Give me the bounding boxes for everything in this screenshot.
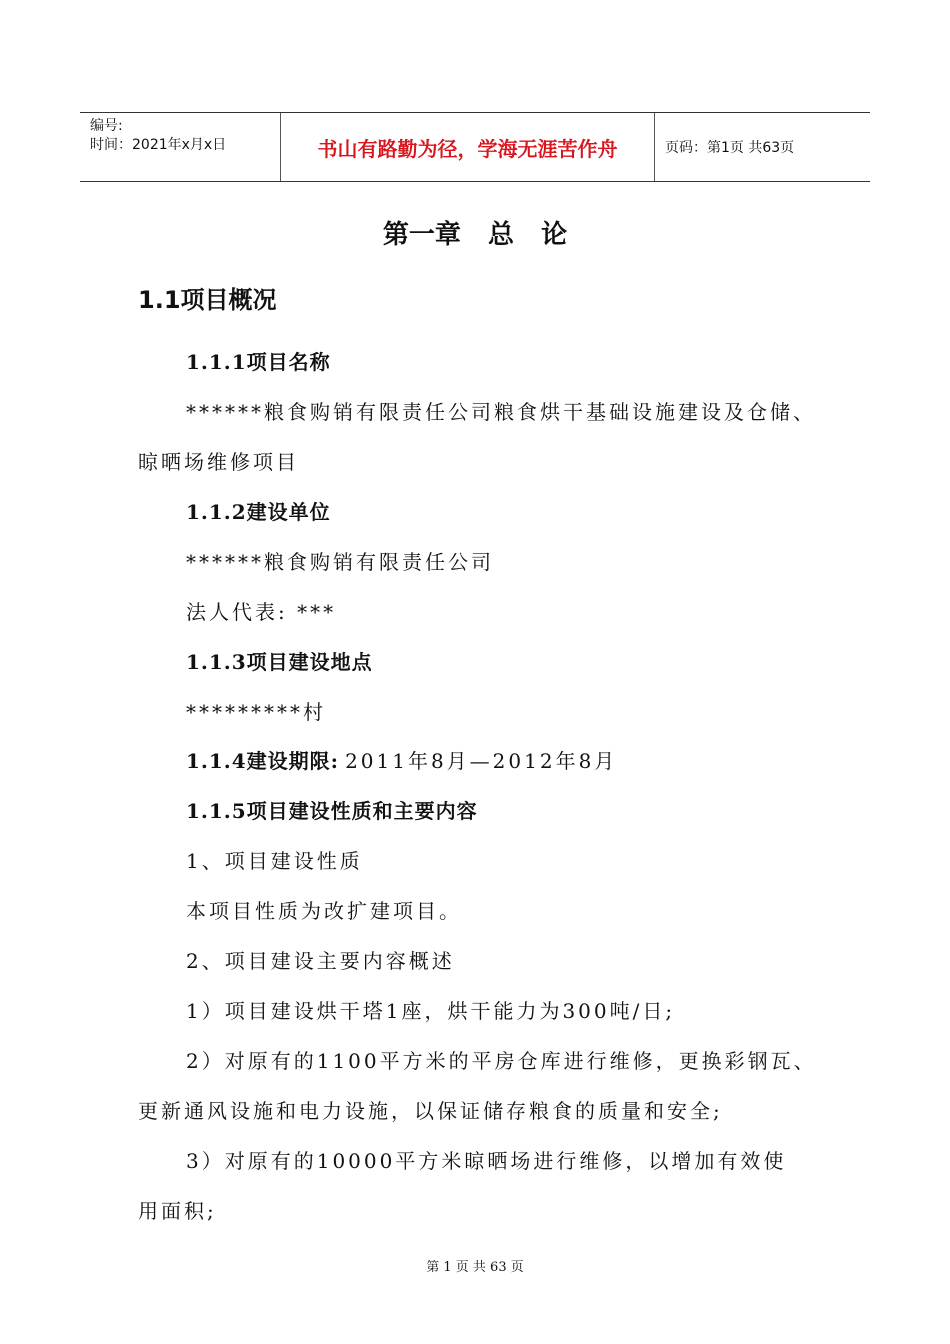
paragraph-line: 用面积; xyxy=(138,1199,217,1223)
subsection-heading: 1.1.5项目建设性质和主要内容 xyxy=(186,799,478,823)
subsection-heading: 1.1.3项目建设地点 xyxy=(186,650,373,674)
paragraph-line: 晾晒场维修项目 xyxy=(138,450,299,474)
paragraph-line: ******粮食购销有限责任公司粮食烘干基础设施建设及仓储、 xyxy=(186,400,816,424)
construction-period-line xyxy=(186,745,617,774)
document-time-label: 时间：2021年x月x日 xyxy=(90,137,227,153)
subsection-heading: 1.1.2建设单位 xyxy=(186,500,331,524)
paragraph-line: 3）对原有的10000平方米晾晒场进行维修，以增加有效使 xyxy=(186,1149,787,1173)
document-number-label: 编号: xyxy=(90,118,123,134)
paragraph-line: 1）项目建设烘干塔1座，烘干能力为300吨/日; xyxy=(186,999,676,1023)
subsection-heading: 1.1.4建设期限: xyxy=(186,749,340,773)
paragraph-line: 本项目性质为改扩建项目。 xyxy=(186,899,462,923)
paragraph-line: 更新通风设施和电力设施，以保证储存粮食的质量和安全; xyxy=(138,1099,723,1123)
document-header-table xyxy=(80,112,870,182)
header-meta-cell xyxy=(80,113,281,181)
section-title: 1.1项目概况 xyxy=(138,286,277,314)
paragraph-line: ******粮食购销有限责任公司 xyxy=(186,550,494,574)
construction-period-value: 2011年8月—2012年8月 xyxy=(345,749,618,773)
paragraph-line: 2、项目建设主要内容概述 xyxy=(186,949,455,973)
paragraph-line: 1、项目建设性质 xyxy=(186,849,363,873)
paragraph-line: *********村 xyxy=(186,700,326,724)
header-page-info: 页码：第1页 共63页 xyxy=(665,140,795,156)
page-footer: 第 1 页 共 63 页 xyxy=(426,1260,524,1275)
chapter-title: 第一章 总 论 xyxy=(382,220,568,250)
paragraph-line: 2）对原有的1100平方米的平房仓库进行维修，更换彩钢瓦、 xyxy=(186,1049,817,1073)
subsection-heading: 1.1.1项目名称 xyxy=(186,350,331,374)
paragraph-line: 法人代表: *** xyxy=(186,600,337,624)
header-motto: 书山有路勤为径，学海无涯苦作舟 xyxy=(281,113,655,181)
